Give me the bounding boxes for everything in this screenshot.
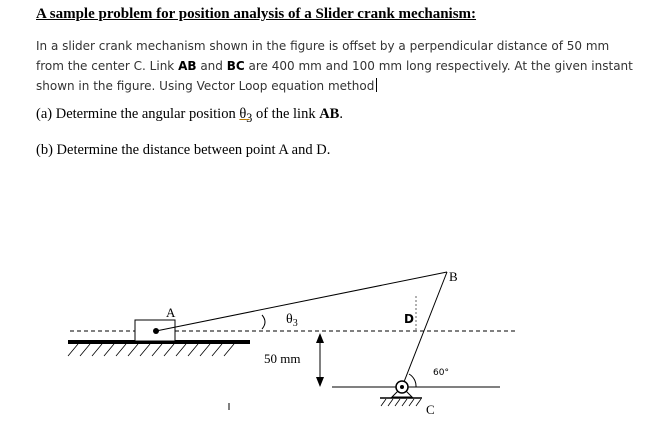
angle-label: 60° xyxy=(433,368,449,378)
question-a-prefix: (a) Determine the angular position xyxy=(36,106,240,122)
theta-subscript: 3 xyxy=(246,110,253,125)
label-d: D xyxy=(404,312,414,326)
offset-arrow-top xyxy=(316,333,324,343)
label-b: B xyxy=(449,269,458,284)
question-a-middle: of the link xyxy=(252,106,320,122)
link-bc-label: BC xyxy=(226,59,245,73)
intro-part3: are 400 mm and 100 mm long respectively. At the given instant shown in the figure. Using Vector Loop equation method xyxy=(36,59,633,93)
question-a-suffix: . xyxy=(339,106,343,122)
intro-part1: In a slider crank mechanism shown in the figure is offset by a perpendicular distance of 50 mm from the center C. Link xyxy=(36,39,610,73)
theta-char: θ xyxy=(239,106,247,122)
ground-hatching xyxy=(68,344,234,356)
label-a: A xyxy=(166,305,176,320)
link-ab-label: AB xyxy=(178,59,197,73)
page-title: A sample problem for position analysis of a Slider crank mechanism: xyxy=(36,6,477,22)
offset-arrow-bottom xyxy=(316,377,324,387)
question-a-link: AB xyxy=(319,106,340,122)
pivot-c-center xyxy=(400,385,404,389)
intro-part2: and xyxy=(196,59,227,73)
offset-label: 50 mm xyxy=(264,351,301,366)
pivot-hatching xyxy=(381,399,421,406)
angle-arc xyxy=(409,374,416,387)
theta-arc xyxy=(262,315,265,329)
question-b: (b) Determine the distance between point A and D. xyxy=(36,142,331,158)
label-theta: $\theta_3$ xyxy=(286,312,298,329)
label-c: C xyxy=(426,402,435,417)
